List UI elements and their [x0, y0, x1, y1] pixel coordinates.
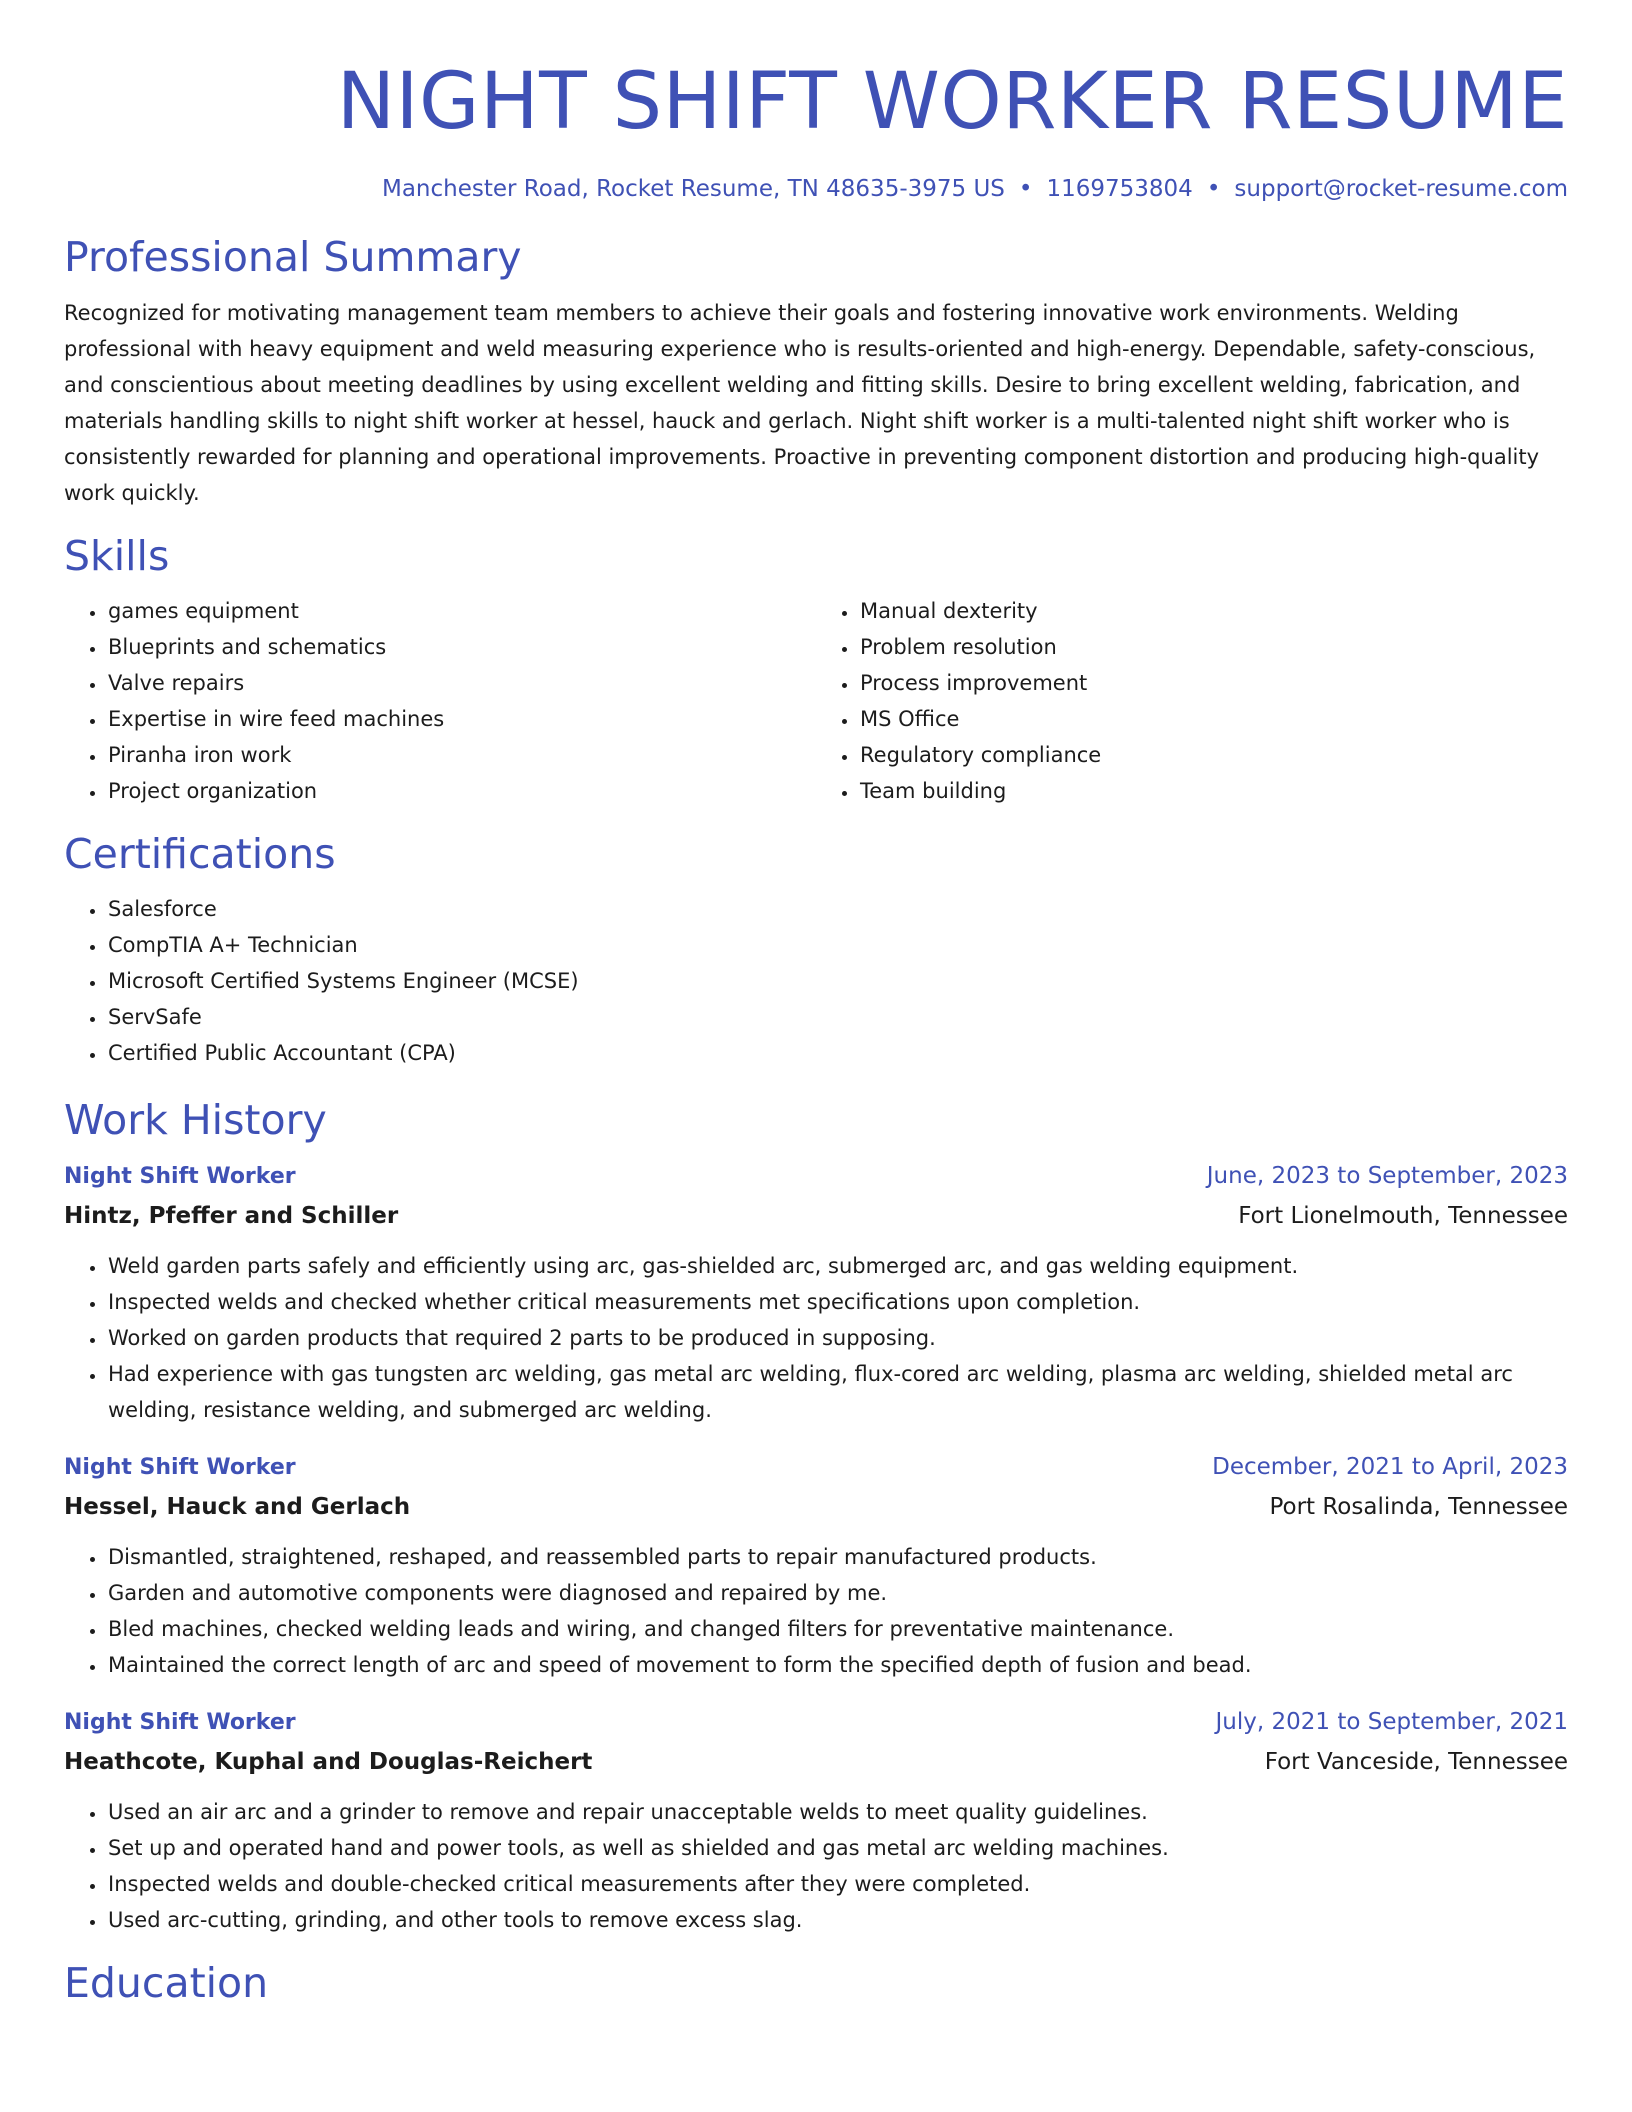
skill-item: • Team building	[859, 773, 1568, 809]
summary-heading: Professional Summary	[64, 233, 522, 281]
job-bullet: • Used arc-cutting, grinding, and other tools to remove excess slag.	[107, 1902, 1568, 1938]
skill-item: • Process improvement	[859, 665, 1568, 701]
job-company-row	[64, 1487, 1568, 1527]
skill-item: • Piranha iron work	[107, 737, 816, 773]
skill-item: • Expertise in wire feed machines	[107, 701, 816, 737]
certifications-list	[64, 891, 1568, 1071]
contact-separator: •	[1018, 176, 1033, 202]
job-location: Fort Lionelmouth, Tennessee	[1238, 1203, 1568, 1229]
job-entry	[64, 1448, 1568, 1683]
skill-item: • Blueprints and schematics	[107, 629, 816, 665]
certification-item: • ServSafe	[107, 999, 1568, 1035]
skills-columns	[64, 593, 1568, 809]
job-company: Hessel, Hauck and Gerlach	[64, 1494, 411, 1520]
job-bullet: • Inspected welds and double-checked critical measurements after they were completed.	[107, 1866, 1568, 1902]
certification-item: • CompTIA A+ Technician	[107, 927, 1568, 963]
skills-list-right	[816, 593, 1568, 809]
job-title: Night Shift Worker	[64, 1710, 296, 1735]
job-bullet: • Inspected welds and checked whether critical measurements met specifications upon completion.	[107, 1284, 1568, 1320]
certifications-section	[64, 829, 1568, 1071]
certifications-heading: Certifications	[64, 830, 336, 878]
skill-item: • Valve repairs	[107, 665, 816, 701]
job-bullet: • Garden and automotive components were diagnosed and repaired by me.	[107, 1575, 1568, 1611]
work-history-section	[64, 1095, 1568, 1938]
job-bullet: • Weld garden parts safely and efficiently using arc, gas-shielded arc, submerged arc, and gas welding equipment.	[107, 1248, 1568, 1284]
summary-text: Recognized for motivating management team members to achieve their goals and fostering innovative work environments. Welding professional with heavy equipment and weld measuring experience who is results-oriented and high-energy. Dependable, safety-conscious, and conscientious about meeting deadlines by using excellent welding and fitting skills. Desire to bring excellent welding, fabrication, and materials handling skills to night shift worker at hessel, hauck and gerlach. Night shift worker is a multi-talented night shift worker who is consistently rewarded for planning and operational improvements. Proactive in preventing component distortion and producing high-quality work quickly.	[64, 301, 1540, 505]
contact-address: Manchester Road, Rocket Resume, TN 48635-3975 US	[381, 176, 1005, 202]
skill-item: • games equipment	[107, 593, 816, 629]
job-bullets	[64, 1248, 1568, 1428]
job-title-row	[64, 1703, 1568, 1742]
work-history-heading: Work History	[64, 1096, 327, 1144]
skill-item: • Problem resolution	[859, 629, 1568, 665]
certification-item: • Microsoft Certified Systems Engineer (MCSE)	[107, 963, 1568, 999]
job-bullet: • Maintained the correct length of arc and speed of movement to form the specified depth of fusion and bead.	[107, 1647, 1568, 1683]
job-title-row	[64, 1157, 1568, 1196]
contact-phone: 1169753804	[1046, 176, 1193, 202]
job-location: Port Rosalinda, Tennessee	[1269, 1494, 1568, 1520]
job-bullet: • Had experience with gas tungsten arc welding, gas metal arc welding, flux-cored arc welding, plasma arc welding, shielded metal arc welding, resistance welding, and submerged arc welding.	[107, 1356, 1568, 1428]
summary-section	[64, 232, 1568, 511]
job-dates: June, 2023 to September, 2023	[1206, 1163, 1568, 1189]
skill-item: • Project organization	[107, 773, 816, 809]
skills-heading: Skills	[64, 532, 170, 580]
job-company: Heathcote, Kuphal and Douglas-Reichert	[64, 1749, 593, 1775]
education-heading: Education	[64, 1959, 269, 2007]
job-bullets	[64, 1539, 1568, 1683]
job-dates: December, 2021 to April, 2023	[1212, 1454, 1568, 1480]
job-location: Fort Vanceside, Tennessee	[1264, 1749, 1568, 1775]
certification-item: • Certified Public Accountant (CPA)	[107, 1035, 1568, 1071]
job-entry	[64, 1157, 1568, 1428]
skill-item: • Regulatory compliance	[859, 737, 1568, 773]
education-section	[64, 1958, 1568, 2008]
certification-item: • Salesforce	[107, 891, 1568, 927]
job-title: Night Shift Worker	[64, 1164, 296, 1189]
job-bullet: • Set up and operated hand and power tools, as well as shielded and gas metal arc welding machines.	[107, 1830, 1568, 1866]
job-company-row	[64, 1196, 1568, 1236]
contact-line	[64, 174, 1568, 204]
contact-separator: •	[1206, 176, 1221, 202]
skill-item: • Manual dexterity	[859, 593, 1568, 629]
job-title-row	[64, 1448, 1568, 1487]
resume-title: NIGHT SHIFT WORKER RESUME	[336, 57, 1568, 147]
job-title: Night Shift Worker	[64, 1455, 296, 1480]
skills-section	[64, 531, 1568, 809]
job-company: Hintz, Pfeffer and Schiller	[64, 1203, 399, 1229]
job-bullets	[64, 1794, 1568, 1938]
resume-header	[64, 0, 1568, 204]
job-dates: July, 2021 to September, 2021	[1215, 1709, 1568, 1735]
job-bullet: • Used an air arc and a grinder to remove and repair unacceptable welds to meet quality guidelines.	[107, 1794, 1568, 1830]
job-entry	[64, 1703, 1568, 1938]
job-company-row	[64, 1742, 1568, 1782]
job-bullet: • Bled machines, checked welding leads and wiring, and changed filters for preventative maintenance.	[107, 1611, 1568, 1647]
skills-list-left	[64, 593, 816, 809]
job-bullet: • Worked on garden products that required 2 parts to be produced in supposing.	[107, 1320, 1568, 1356]
contact-email: support@rocket-resume.com	[1234, 176, 1568, 202]
skill-item: • MS Office	[859, 701, 1568, 737]
job-bullet: • Dismantled, straightened, reshaped, and reassembled parts to repair manufactured products.	[107, 1539, 1568, 1575]
